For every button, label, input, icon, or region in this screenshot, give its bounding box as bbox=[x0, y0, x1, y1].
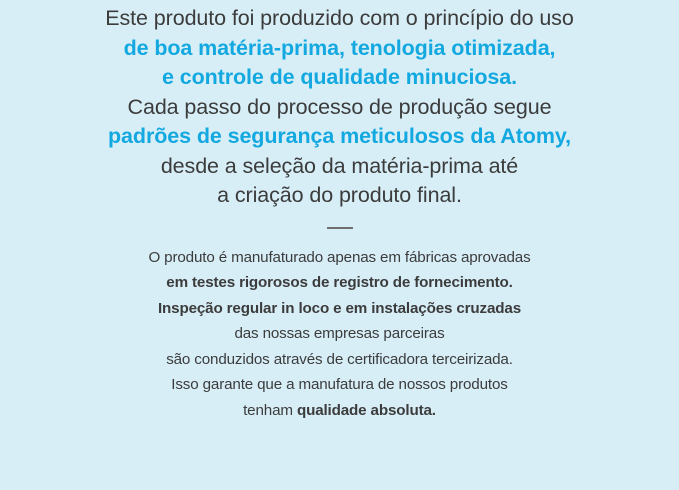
secondary-paragraph bbox=[0, 245, 679, 424]
paragraph-line-highlight: de boa matéria-prima, tenologia otimizada, bbox=[123, 35, 556, 60]
paragraph-line-bold: Inspeção regular in loco e em instalações cruzadas bbox=[157, 299, 522, 317]
paragraph-line: são conduzidos através de certificadora terceirizada. bbox=[166, 350, 513, 368]
paragraph-line: desde a seleção da matéria-prima até bbox=[160, 153, 519, 178]
paragraph-line: a criação do produto final. bbox=[217, 183, 462, 207]
paragraph-line-highlight: padrões de segurança meticulosos da Atomy, bbox=[108, 124, 571, 148]
paragraph-line: O produto é manufaturado apenas em fábricas aprovadas bbox=[148, 248, 531, 266]
final-line-prefix: tenham bbox=[243, 401, 297, 419]
paragraph-line-bold: em testes rigorosos de registro de fornecimento. bbox=[166, 274, 513, 291]
paragraph-line: Isso garante que a manufatura de nossos produtos bbox=[171, 376, 508, 393]
section-divider bbox=[327, 227, 353, 229]
final-line-emphasis: qualidade absoluta. bbox=[296, 401, 436, 419]
paragraph-line: Cada passo do processo de produção segue bbox=[127, 94, 552, 119]
paragraph-line-highlight: e controle de qualidade minuciosa. bbox=[161, 65, 517, 89]
paragraph-line: das nossas empresas parceiras bbox=[234, 325, 445, 342]
paragraph-line: Este produto foi produzido com o princípio do uso bbox=[105, 6, 574, 30]
divider-container bbox=[0, 211, 679, 245]
primary-paragraph bbox=[0, 4, 679, 211]
paragraph-final-line bbox=[0, 398, 679, 424]
